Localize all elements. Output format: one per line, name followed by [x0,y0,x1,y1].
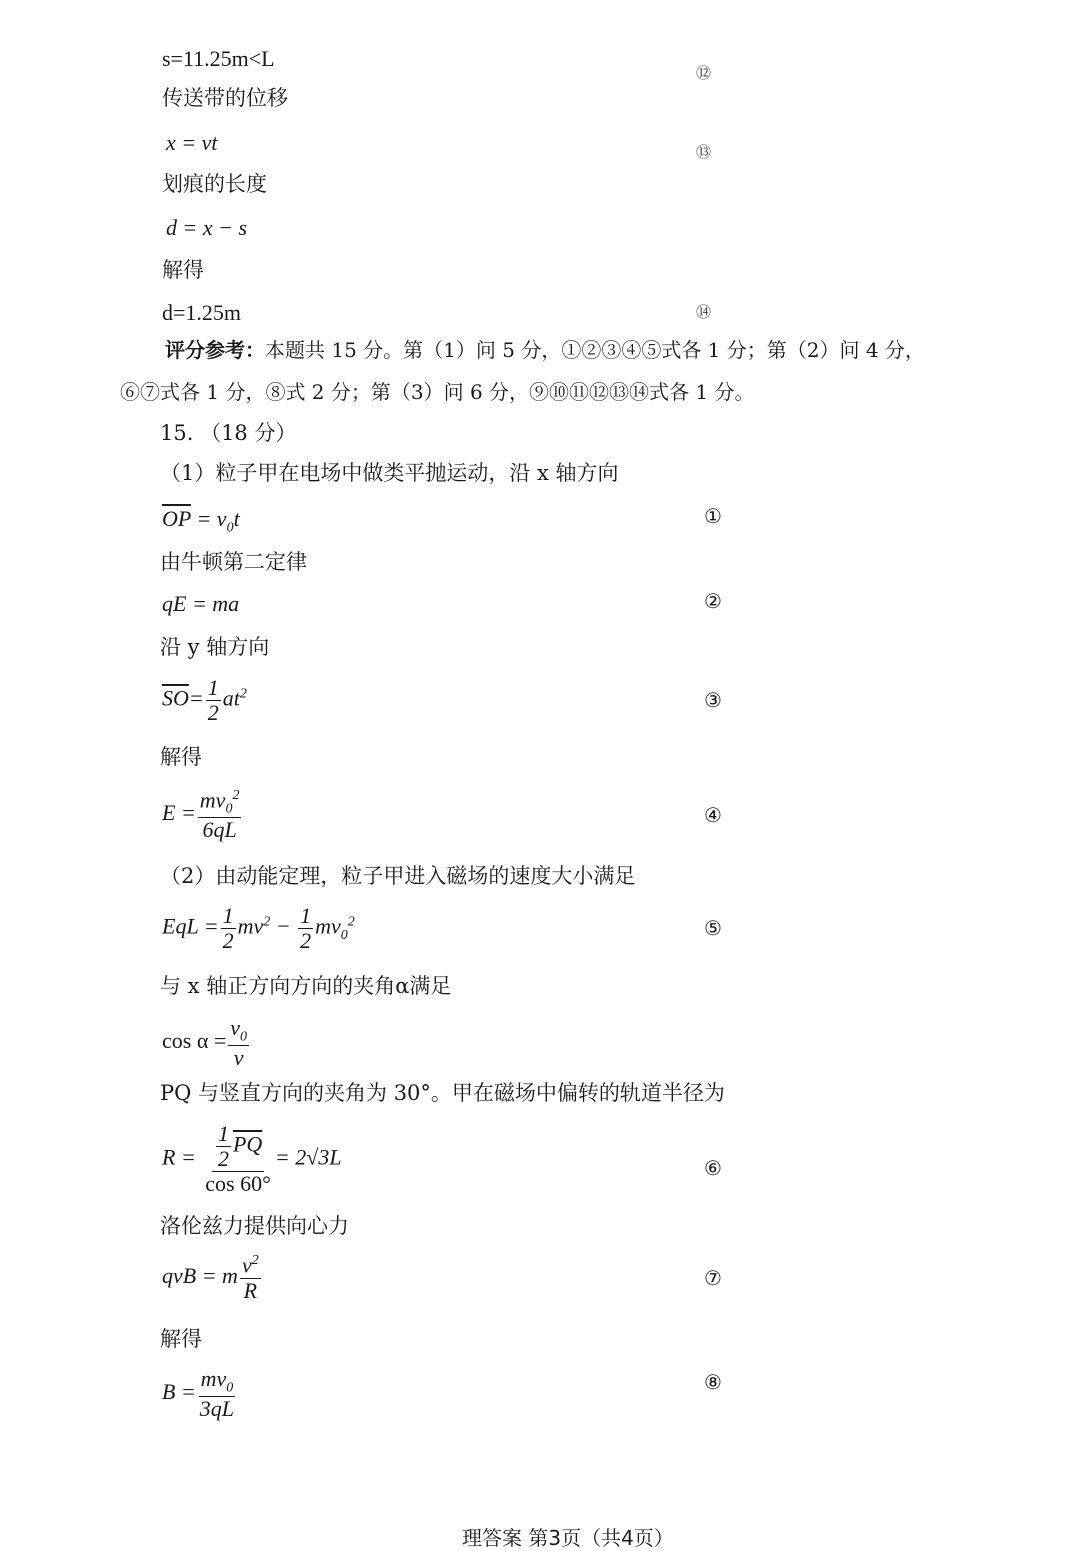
equation-number-13: ⑬ [696,143,712,161]
equation-number-4: ④ [704,803,722,827]
equation-number-12: ⑫ [696,64,712,82]
solve-label-3: 解得 [160,1327,202,1351]
equation-number-1: ① [704,504,722,528]
equation-4: E = $\frac{mv_0^2}{6qL}$ [162,787,240,843]
equation-8: B = $\frac{mv_0}{3qL}$ [162,1366,235,1421]
cos-alpha-equation: cos α = $\frac{v_0}{v}$ [162,1015,248,1070]
equation-3: $\overline{SO}=$ $\frac{1}{2}$ $at^2$ [162,675,247,726]
equation-6: R = $\frac{1}{2}$ $\overline{PQ}$ cos 60° = 2√3L [162,1121,342,1197]
question-15-header: 15. （18 分） [160,421,297,445]
solve-label-1: 解得 [162,258,204,282]
scoring-label: 评分参考： [165,338,265,362]
scoring-line-2: ⑥⑦式各 1 分，⑧式 2 分；第（3）问 6 分，⑨⑩⑪⑫⑬⑭式各 1 分。 [120,380,755,404]
equation-number-6: ⑥ [704,1156,722,1180]
equation-7: qvB = m $\frac{v^2}{R}$ [162,1252,259,1303]
scratch-length-label: 划痕的长度 [162,172,267,196]
equation-2: qE = ma [162,591,240,616]
equation-number-7: ⑦ [704,1266,722,1290]
scoring-line-1 [165,338,925,362]
equation-number-5: ⑤ [704,916,722,940]
belt-displacement-label: 传送带的位移 [162,86,288,110]
scoring-text-1: 本题共 15 分。第（1）问 5 分，①②③④⑤式各 1 分；第（2）问 4 分， [265,338,925,362]
solve-label-2: 解得 [160,745,202,769]
equation-number-2: ② [704,589,722,613]
newton-label: 由牛顿第二定律 [160,550,307,574]
s-equation: s=11.25m<L [162,46,275,71]
x-equation: x = vt [166,130,218,155]
d-equation: d = x − s [166,215,248,240]
angle-intro: 与 x 轴正方向方向的夹角α满足 [160,974,452,998]
pq-angle-text: PQ 与竖直方向的夹角为 30°。甲在磁场中偏转的轨道半径为 [160,1081,725,1105]
equation-5: EqL = $\frac{1}{2}$ $mv^2$ − $\frac{1}{2}$ $mv_0^2$ [162,903,355,954]
y-direction-label: 沿 y 轴方向 [160,635,270,659]
d-result: d=1.25m [162,300,242,325]
equation-number-14: ⑭ [696,303,712,321]
part1-intro: （1）粒子甲在电场中做类平抛运动，沿 x 轴方向 [160,461,619,485]
lorentz-label: 洛伦兹力提供向心力 [160,1214,349,1238]
page-footer: 理答案 第3页（共4页） [462,1526,674,1550]
equation-number-3: ③ [704,688,722,712]
equation-1: $\overline{OP} = v_0t$ [162,506,240,536]
equation-number-8: ⑧ [704,1370,722,1394]
part2-intro: （2）由动能定理，粒子甲进入磁场的速度大小满足 [160,864,636,888]
